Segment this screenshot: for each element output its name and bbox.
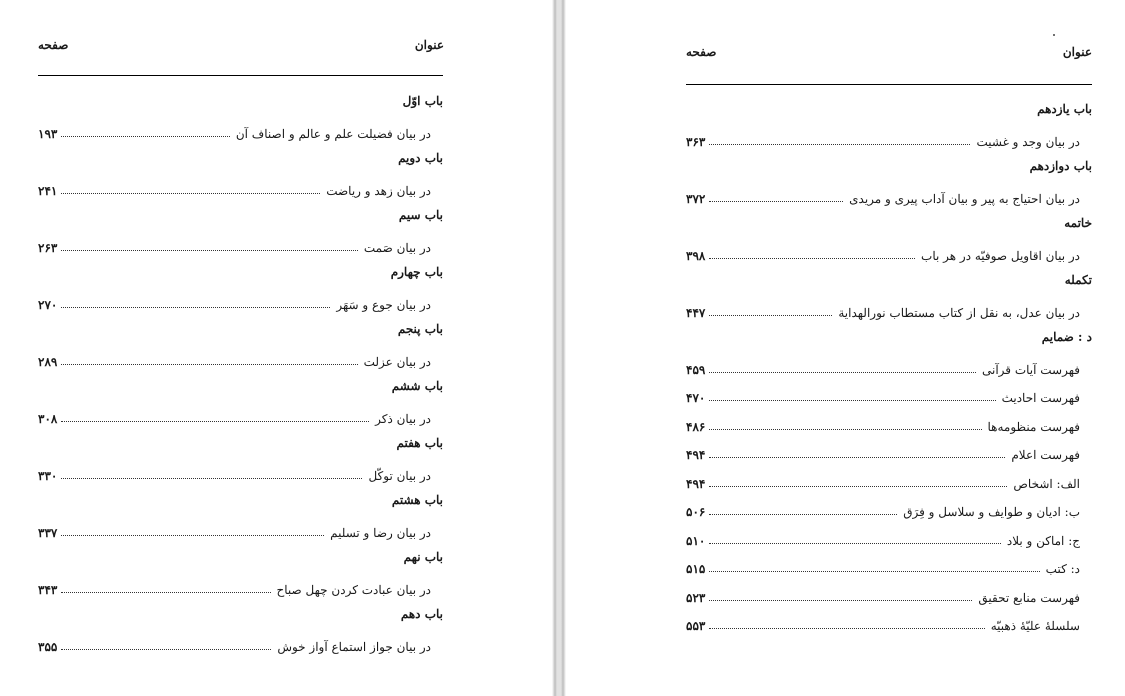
toc-entry-title: فهرست منابع تحقیق [978, 590, 1080, 605]
dot-leader [709, 315, 832, 316]
toc-page-number: ۴۵۹ [686, 362, 706, 377]
toc-page-number: ۵۰۶ [686, 505, 706, 519]
header-rule [38, 75, 443, 76]
dot-leader [61, 649, 271, 650]
toc-entry-line [686, 415, 1080, 433]
right-page [566, 0, 1125, 696]
chapter-heading: باب دویم [398, 151, 443, 165]
toc-entry-title: سلسلهٔ علیّهٔ ذهبیّه [990, 619, 1080, 633]
toc-entry [38, 288, 443, 317]
toc-entry-title: در بیان فضیلت علم و عالم و اصناف آن [235, 126, 431, 141]
toc-entry-line [38, 464, 431, 482]
chapter-heading-row [686, 96, 1092, 125]
toc-page-number: ۴۸۶ [686, 419, 706, 434]
toc-entry [38, 231, 443, 260]
toc-entry-line [686, 443, 1080, 461]
chapter-heading: باب هشتم [391, 493, 443, 507]
print-speck [1053, 34, 1055, 36]
toc-entry-line [686, 472, 1080, 490]
toc-entry-title: ج: اماکن و بلاد [1006, 533, 1080, 548]
dot-leader [709, 372, 976, 373]
toc-page-number: ۵۵۳ [686, 619, 706, 633]
dot-leader [61, 193, 320, 194]
chapter-heading-row [686, 324, 1092, 353]
toc-page-number: ۳۰۸ [38, 411, 58, 426]
dot-leader [61, 535, 324, 536]
toc-page-number: ۳۳۰ [38, 468, 58, 483]
chapter-heading: باب یازدهم [1037, 102, 1092, 116]
chapter-heading-row [38, 88, 443, 117]
toc-entry-line [686, 586, 1080, 604]
toc-page-number: ۲۸۹ [38, 354, 58, 369]
toc-entry [38, 516, 443, 545]
chapter-heading: باب دهم [400, 607, 443, 621]
toc-entry-title: در بیان رضا و تسلیم [330, 525, 431, 540]
dot-leader [61, 592, 270, 593]
chapter-heading: باب اوّل [402, 94, 443, 108]
dot-leader [709, 201, 843, 202]
toc-entry-title: در بیان جوع و سَهَر [336, 297, 431, 312]
chapter-heading: باب سیم [398, 208, 443, 222]
toc-page-number: ۱۹۳ [38, 126, 58, 141]
chapter-heading: د : ضمایم [1041, 330, 1092, 344]
toc-page-number: ۴۹۴ [686, 448, 706, 462]
toc-entry-title: فهرست منظومه‌ها [987, 419, 1080, 434]
toc-entry-title: الف: اشخاص [1013, 476, 1080, 491]
toc-entry-line [38, 635, 431, 653]
toc-entry [686, 296, 1092, 325]
dot-leader [61, 136, 229, 137]
chapter-heading: باب نهم [403, 550, 443, 564]
chapter-heading-row [38, 373, 443, 402]
toc-page-number: ۵۲۳ [686, 590, 706, 605]
toc-entry-line [38, 293, 431, 311]
chapter-heading: باب هفتم [396, 436, 443, 450]
toc-entry [38, 459, 443, 488]
header-rule [686, 84, 1092, 85]
chapter-heading-row [686, 267, 1092, 296]
toc-entry [686, 182, 1092, 211]
toc-entry-title: در بیان جواز استماع آواز خوش [277, 639, 431, 654]
toc-entry-line [686, 358, 1080, 376]
toc-entry-title: در بیان زهد و ریاضت [326, 183, 431, 198]
toc-page-number: ۳۷۲ [686, 191, 706, 206]
toc-entry-title: فهرست آیات قرآنی [981, 362, 1080, 377]
chapter-heading-row [38, 487, 443, 516]
toc-page-number: ۳۵۵ [38, 639, 58, 654]
chapter-heading-row [38, 601, 443, 630]
dot-leader [709, 543, 1001, 544]
toc-page-number: ۲۷۰ [38, 297, 58, 312]
toc-entry [686, 353, 1092, 382]
dot-leader [61, 478, 362, 479]
toc-entry-line [686, 301, 1080, 319]
chapter-heading: خاتمه [1064, 216, 1092, 230]
toc-entry [686, 609, 1092, 638]
toc-entry-line [38, 578, 431, 596]
chapter-heading-row [38, 202, 443, 231]
book-gutter [552, 0, 566, 696]
toc-entry-title: فهرست احادیث [1001, 391, 1080, 405]
toc-entry-line [38, 350, 431, 368]
toc-entry-title: در بیان وجد و غشیت [976, 134, 1080, 149]
column-header-page: صفحه [38, 38, 69, 52]
toc-entry-line [38, 179, 431, 197]
chapter-heading-row [38, 430, 443, 459]
chapter-heading-row [38, 259, 443, 288]
toc-entry-title: در بیان توکّل [368, 468, 431, 483]
dot-leader [709, 600, 972, 601]
toc-entry [38, 630, 443, 659]
toc-page-number: ۲۶۳ [38, 240, 58, 255]
toc-entry-line [686, 244, 1080, 262]
toc-entry-line [686, 500, 1080, 518]
dot-leader [709, 628, 984, 629]
toc-page-number: ۴۹۴ [686, 476, 706, 491]
toc-page-number: ۲۴۱ [38, 183, 58, 198]
chapter-heading: باب ششم [391, 379, 443, 393]
toc-entry [38, 573, 443, 602]
toc-entry [686, 581, 1092, 610]
toc-entry [686, 410, 1092, 439]
toc-entry [686, 495, 1092, 524]
toc-entry [686, 524, 1092, 553]
toc-list [686, 96, 1092, 638]
dot-leader [61, 250, 358, 251]
column-header-title: عنوان [414, 38, 444, 52]
toc-page-number: ۵۱۵ [686, 562, 706, 576]
chapter-heading-row [38, 316, 443, 345]
toc-entry-line [686, 557, 1080, 575]
toc-entry-line [38, 521, 431, 539]
toc-entry [38, 345, 443, 374]
dot-leader [709, 457, 1005, 458]
toc-entry-line [38, 407, 431, 425]
toc-entry-title: در بیان ذکر [375, 411, 431, 426]
toc-entry-title: در بیان عدل، به نقل از کتاب مستطاب نورالهدایة [838, 305, 1080, 320]
toc-page-number: ۳۴۳ [38, 582, 58, 597]
toc-entry-title: در بیان اقاویل صوفیّه در هر باب [921, 248, 1080, 263]
dot-leader [61, 421, 369, 422]
toc-list [38, 88, 443, 658]
chapter-heading-row [686, 153, 1092, 182]
dot-leader [709, 258, 915, 259]
dot-leader [709, 400, 995, 401]
toc-entry [686, 381, 1092, 410]
toc-entry [38, 117, 443, 146]
toc-entry-title: در بیان صَمت [363, 240, 431, 255]
dot-leader [61, 307, 330, 308]
toc-entry-title: در بیان عزلت [363, 354, 431, 369]
toc-entry-title: در بیان عبادت کردن چهل صباح [276, 582, 431, 597]
chapter-heading-row [38, 145, 443, 174]
toc-page-number: ۴۷۰ [686, 391, 706, 405]
column-header-title: عنوان [1062, 45, 1092, 59]
chapter-heading: باب دوازدهم [1029, 159, 1092, 173]
toc-entry-title: د: کتب [1045, 562, 1080, 576]
dot-leader [709, 429, 981, 430]
dot-leader [709, 144, 970, 145]
toc-page-number: ۳۹۸ [686, 248, 706, 263]
toc-entry [38, 174, 443, 203]
dot-leader [61, 364, 357, 365]
column-header-page: صفحه [686, 45, 717, 59]
toc-page-number: ۳۳۷ [38, 525, 58, 540]
toc-entry-title: فهرست اعلام [1011, 448, 1080, 462]
toc-entry [686, 438, 1092, 467]
toc-entry-title: در بیان احتیاج به پیر و بیان آداب پیری و مریدی [849, 191, 1080, 206]
toc-entry-line [686, 130, 1080, 148]
toc-page-number: ۳۶۳ [686, 134, 706, 149]
toc-entry-line [686, 187, 1080, 205]
chapter-heading-row [38, 544, 443, 573]
toc-entry [38, 402, 443, 431]
toc-entry [686, 125, 1092, 154]
toc-page-number: ۴۴۷ [686, 305, 706, 320]
toc-page-number: ۵۱۰ [686, 533, 706, 548]
dot-leader [709, 571, 1039, 572]
toc-entry-line [38, 236, 431, 254]
toc-entry [686, 239, 1092, 268]
chapter-heading: باب پنجم [397, 322, 443, 336]
toc-entry-line [38, 122, 431, 140]
toc-entry [686, 552, 1092, 581]
toc-entry-line [686, 614, 1080, 632]
chapter-heading: باب چهارم [390, 265, 443, 279]
toc-entry-title: ب: ادیان و طوایف و سلاسل و فِرَق [903, 505, 1080, 519]
chapter-heading: تکمله [1064, 273, 1092, 287]
chapter-heading-row [686, 210, 1092, 239]
toc-entry-line [686, 529, 1080, 547]
toc-entry [686, 467, 1092, 496]
dot-leader [709, 486, 1007, 487]
left-page [0, 0, 552, 696]
toc-entry-line [686, 386, 1080, 404]
dot-leader [709, 514, 897, 515]
